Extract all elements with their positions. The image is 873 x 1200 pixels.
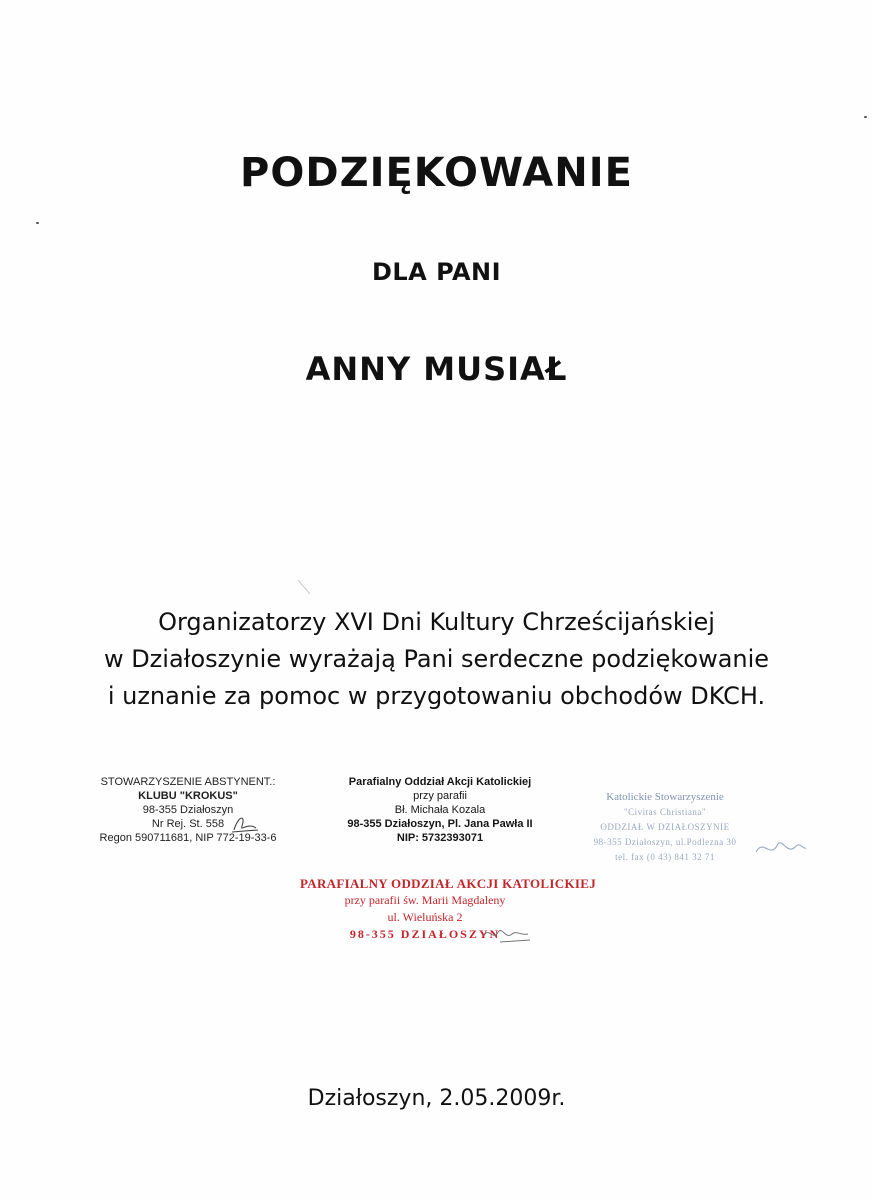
document-subtitle: DLA PANI	[371, 258, 502, 286]
acknowledgement-text	[60, 604, 813, 715]
stamp-line: NIP: 5732393071	[396, 832, 484, 844]
stamp-line: 98-355 Działoszyn, ul.Podlezna 30	[593, 837, 737, 847]
stamp-civitas-christiana	[560, 790, 770, 865]
stamp-line: STOWARZYSZENIE ABSTYNENT.:	[100, 776, 276, 788]
stamp-line: ODDZIAŁ W DZIAŁOSZYNIE	[600, 822, 730, 832]
body-line: Organizatorzy XVI Dni Kultury Chrześcijańskiej	[158, 608, 715, 636]
stamp-line: Katolickie Stowarzyszenie	[606, 791, 724, 803]
stamp-line: PARAFIALNY ODDZIAŁ AKCJI KATOLICKIEJ	[300, 876, 596, 891]
stamp-line: przy parafii św. Marii Magdaleny	[344, 893, 506, 907]
stamp-line: Nr Rej. St. 558	[151, 818, 225, 830]
stamp-line: Bł. Michała Kozala	[394, 804, 486, 816]
stamp-line: 98-355 Działoszyn, Pl. Jana Pawła II	[347, 818, 533, 830]
document-date: Działoszyn, 2.05.2009r.	[307, 1086, 566, 1111]
stamp-line: Parafialny Oddział Akcji Katolickiej	[348, 776, 532, 788]
signature-scribble	[228, 812, 262, 836]
document-title: PODZIĘKOWANIE	[240, 150, 633, 196]
scan-speck	[36, 222, 39, 224]
signature-scribble	[480, 922, 532, 946]
scan-speck	[864, 116, 867, 118]
body-line: w Działoszynie wyrażają Pani serdeczne podziękowanie	[103, 645, 770, 673]
recipient-name: ANNY MUSIAŁ	[305, 350, 568, 388]
stamp-line: 98-355 DZIAŁOSZYN	[349, 927, 501, 941]
scan-mark	[296, 578, 312, 596]
stamp-line: tel. fax (0 43) 841 32 71	[615, 852, 715, 862]
signature-scribble	[752, 832, 808, 862]
stamp-line: ul. Wieluńska 2	[387, 910, 463, 924]
stamp-line: KLUBU "KROKUS"	[138, 790, 238, 802]
stamp-line: "Civitas Christiana"	[623, 807, 707, 817]
stamp-line: 98-355 Działoszyn	[142, 804, 234, 816]
stamp-line: Regon 590711681, NIP 772-19-33-6	[99, 832, 277, 844]
stamp-parafia-kozala	[330, 775, 550, 845]
stamp-line: przy parafii	[413, 790, 467, 802]
body-line: i uznanie za pomoc w przygotowaniu obchodów DKCH.	[107, 682, 766, 710]
